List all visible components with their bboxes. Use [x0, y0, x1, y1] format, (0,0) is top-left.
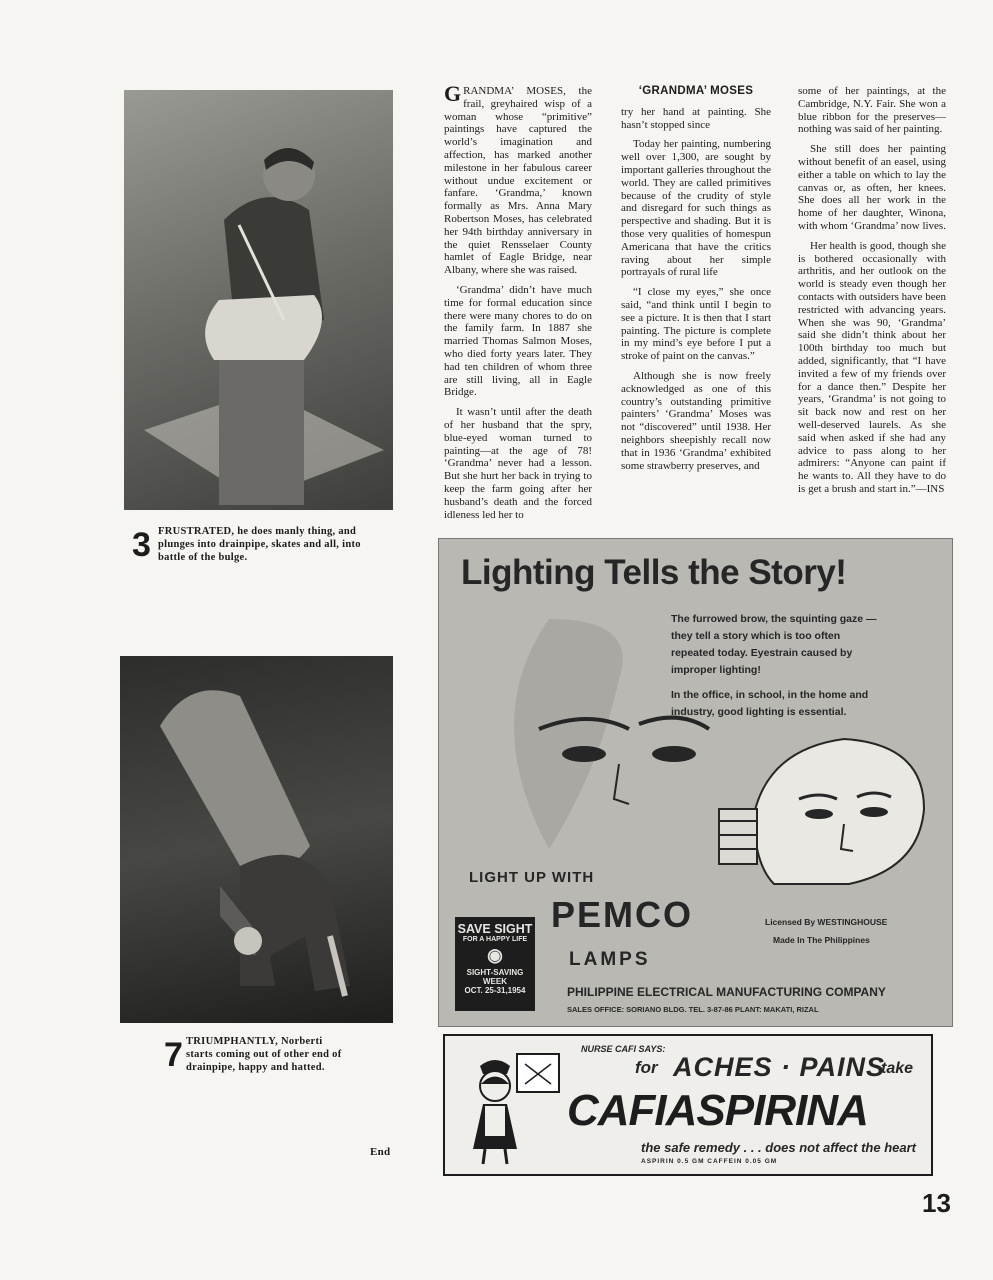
article-paragraph: “I close my eyes,” she once said, “and think until I begin to see a picture. It is then that I start painting. The picture is complete in my mind’s eye before I put a stroke of paint on the canvas.”: [621, 286, 771, 363]
caption-triumphantly: [164, 1036, 344, 1084]
article-paragraph: She still does her painting without benefit of an easel, using either a table on which to lay the canvas or, as often, her knees. She does all her work in the home of her daughter, Winona, with whom ‘Grandma’ now lives.: [798, 143, 946, 232]
photo-frustrated: [124, 90, 393, 510]
ad-light-up: LIGHT UP WITH: [469, 869, 595, 886]
article-paragraph: try her hand at painting. She hasn’t stopped since: [621, 105, 771, 131]
caption-frustrated: [132, 526, 372, 566]
ad-company: PHILIPPINE ELECTRICAL MANUFACTURING COMPANY: [567, 985, 886, 999]
eye-icon: ◉: [487, 945, 503, 965]
cafi-fine-print: ASPIRIN 0.5 GM CAFFEIN 0.05 GM: [641, 1158, 778, 1165]
cafi-tagline: the safe remedy . . . does not affect the heart: [641, 1140, 917, 1155]
article-paragraph: Today her painting, numbering well over 1,300, are sought by important galleries throughout the world. They are called primitives because of the crudity of style and disregard for such things as perspective and shading. But it is those very qualities of homespun Americana that have the critics raving about her simple portrayals of rural life: [621, 138, 771, 279]
article-paragraph: GRANDMA’ MOSES, the frail, greyhaired wisp of a woman whose “primitive” paintings have captured the world’s imagination and affection, has marked another milestone in her fabulous career without undue excitement or fanfare. ‘Grandma,’ known formally as Mrs. Anna Mary Robertson Moses, has celebrated her 94th birthday anniversary in the quiet Rensselaer County hamlet of Eagle Bridge, near Albany, where she was raised.: [444, 81, 592, 277]
photo-triumphantly: [120, 656, 393, 1023]
badge-week: SIGHT-SAVING WEEK: [466, 968, 524, 986]
article-headline: ‘GRANDMA’ MOSES: [638, 85, 754, 97]
caption-text: FRUSTRATED, he does manly thing, and plunges into drainpipe, skates and all, into battle of the bulge.: [158, 526, 361, 563]
article-column-3: [798, 85, 946, 503]
caption-number: 7: [164, 1036, 183, 1074]
article-paragraph: Her health is good, though she is bothered occasionally with arthritis, and her outlook on the world is steady even though her contacts with outsiders have been restricted with advancing years. When she was 90, ‘Grandma’ said she didn’t think about her 100th birthday too much but added, significantly, that “I have invited a few of my friends over for a dance then.” Despite her years, ‘Grandma’ is not going to sit back now and rest on her well-deserved laurels. As she said when asked if she had any advice to pass along to her admirers: “Anyone can paint if he wants to. All they have to do is get a brush and start in.”—INS: [798, 239, 946, 495]
article-paragraph: ‘Grandma’ didn’t have much time for formal education since there were many chores to do on the family farm. In 1887 she married Thomas Salmon Moses, who died forty years later. They had ten children of whom three are still living, all in Eagle Bridge.: [444, 283, 592, 399]
save-sight-badge: [455, 917, 535, 1011]
ad-product: LAMPS: [569, 949, 651, 970]
article-paragraph: It wasn’t until after the death of her husband that the spry, blue-eyed woman turned to painting—at the age of 78! ‘Grandma’ never had a lesson. But she hurt her back in trying to keep the farm going after her husband’s death and the forced idleness led her to: [444, 406, 592, 521]
ad-headline: Lighting Tells the Story!: [461, 553, 847, 592]
article-column-2: [621, 85, 771, 479]
cafi-aches-pains: ACHES · PAINS: [673, 1052, 886, 1082]
cafi-brand: CAFIASPIRINA: [567, 1086, 868, 1135]
nurse-illustration: [455, 1044, 565, 1169]
ad-sales-office: SALES OFFICE: SORIANO BLDG. TEL. 3-87-86 PLANT: MAKATI, RIZAL: [567, 1005, 819, 1014]
cafiaspirina-advertisement: [443, 1034, 933, 1176]
badge-sub: FOR A HAPPY LIFE: [462, 936, 528, 943]
caption-text: TRIUMPHANTLY, Norberti starts coming out of other end of drainpipe, happy and hatted.: [186, 1036, 342, 1073]
ad-licensed: Licensed By WESTINGHOUSE: [765, 917, 888, 927]
photo-triumphantly-illustration: [120, 656, 393, 1023]
article-paragraph: some of her paintings, at the Cambridge, N.Y. Fair. She won a blue ribbon for the preserves—nothing was said of her painting.: [798, 85, 946, 136]
article-column-1: [444, 81, 592, 528]
photo-frustrated-illustration: [124, 90, 393, 510]
ad-made-in: Made In The Philippines: [773, 935, 870, 945]
badge-top: SAVE SIGHT: [457, 922, 533, 936]
end-label: End: [370, 1146, 391, 1158]
cafi-take: take: [881, 1060, 914, 1077]
pemco-advertisement: [438, 538, 953, 1027]
dropcap: G: [444, 81, 462, 106]
ad-body-1: The furrowed brow, the squinting gaze —they tell a story which is too often repeated today. Eyestrain caused by improper lighting!: [671, 613, 877, 676]
ad-brand: PEMCO: [551, 894, 694, 935]
cafi-nurse-says: NURSE CAFI SAYS:: [581, 1044, 666, 1054]
ad-body-2: In the office, in school, in the home and industry, good lighting is essential.: [671, 689, 869, 718]
article-paragraph: Although she is now freely acknowledged as one of this country’s outstanding primitive painters’ ‘Grandma’ Moses was not “discovered” until 1938. Her neighbors sheepishly recall now that in 1936 ‘Grandma’ exhibited some strawberry preserves, and: [621, 369, 771, 472]
page-number: 13: [922, 1188, 951, 1218]
badge-dates: OCT. 25-31,1954: [464, 986, 526, 995]
caption-number: 3: [132, 526, 151, 564]
cafi-for: for: [635, 1058, 658, 1077]
